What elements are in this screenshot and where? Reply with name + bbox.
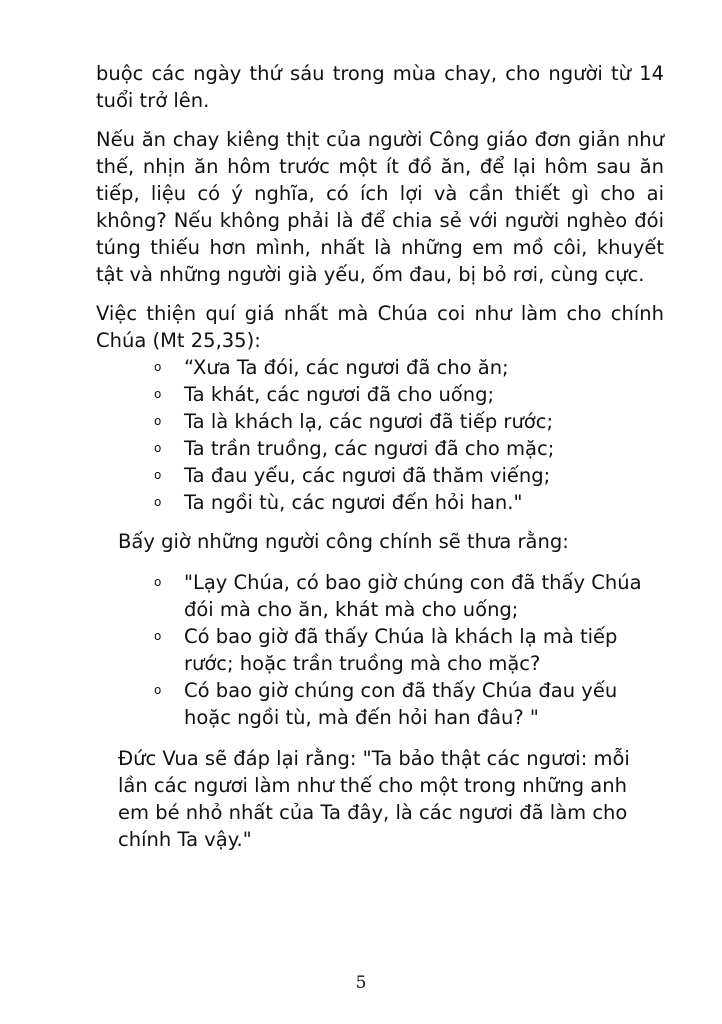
bullet-circle-icon: o xyxy=(154,441,162,455)
bullet-circle-icon: o xyxy=(154,683,162,697)
page-number: 5 xyxy=(355,973,367,993)
intro-righteous: Bấy giờ những người công chính sẽ thưa rằng: xyxy=(118,530,569,553)
list-item: o "Lạy Chúa, có bao giờ chúng con đã thấy Chúa đói mà cho ăn, khát mà cho uống; xyxy=(154,571,642,621)
bullet-circle-icon: o xyxy=(154,468,162,482)
bullet-circle-icon: o xyxy=(154,387,162,401)
bullet-circle-icon: o xyxy=(154,360,162,374)
list-item: o Ta khát, các ngươi đã cho uống; xyxy=(154,383,495,406)
bullet-circle-icon: o xyxy=(154,414,162,428)
list-item: o Ta đau yếu, các ngươi đã thăm viếng; xyxy=(154,464,551,487)
list-item: o Có bao giờ chúng con đã thấy Chúa đau yếu hoặc ngồi tù, mà đến hỏi han đâu? " xyxy=(154,679,618,729)
paragraph-2: Nếu ăn chay kiêng thịt của người Công giáo đơn giản như thế, nhịn ăn hôm trước một ít đồ ăn, để lại hôm sau ăn tiếp, liệu có ý nghĩa, có ích lợi và cần thiết gì cho ai không? Nếu không phải là để chia sẻ với người nghèo đói túng thiếu hơn mình, nhất là những em mồ côi, khuyết tật và những người già yếu, ốm đau, bị bỏ rơi, cùng cực. xyxy=(96,128,664,286)
paragraph-1: buộc các ngày thứ sáu trong mùa chay, cho người từ 14 tuổi trở lên. xyxy=(96,62,664,112)
bullet-circle-icon: o xyxy=(154,495,162,509)
paragraph-3: Việc thiện quí giá nhất mà Chúa coi như làm cho chính Chúa (Mt 25,35): xyxy=(96,302,664,352)
bullet-list-1 xyxy=(96,354,664,516)
closing-paragraph: Đức Vua sẽ đáp lại rằng: "Ta bảo thật các ngươi: mỗi lần các ngươi làm như thế cho một trong những anh em bé nhỏ nhất của Ta đây, là các ngươi đã làm cho chính Ta vậy." xyxy=(118,747,630,851)
list-item: o Ta là khách lạ, các ngươi đã tiếp rước; xyxy=(154,410,554,433)
list-item: o Ta trần truồng, các ngươi đã cho mặc; xyxy=(154,437,555,460)
list-item: o Có bao giờ đã thấy Chúa là khách lạ mà tiếp rước; hoặc trần truồng mà cho mặc? xyxy=(154,625,618,675)
list-item: o Ta ngồi tù, các ngươi đến hỏi han." xyxy=(154,491,523,514)
document-page xyxy=(96,60,664,853)
list-item: o “Xưa Ta đói, các ngươi đã cho ăn; xyxy=(154,356,509,379)
bullet-circle-icon: o xyxy=(154,629,162,643)
bullet-circle-icon: o xyxy=(154,575,162,589)
bullet-list-2 xyxy=(96,569,664,731)
